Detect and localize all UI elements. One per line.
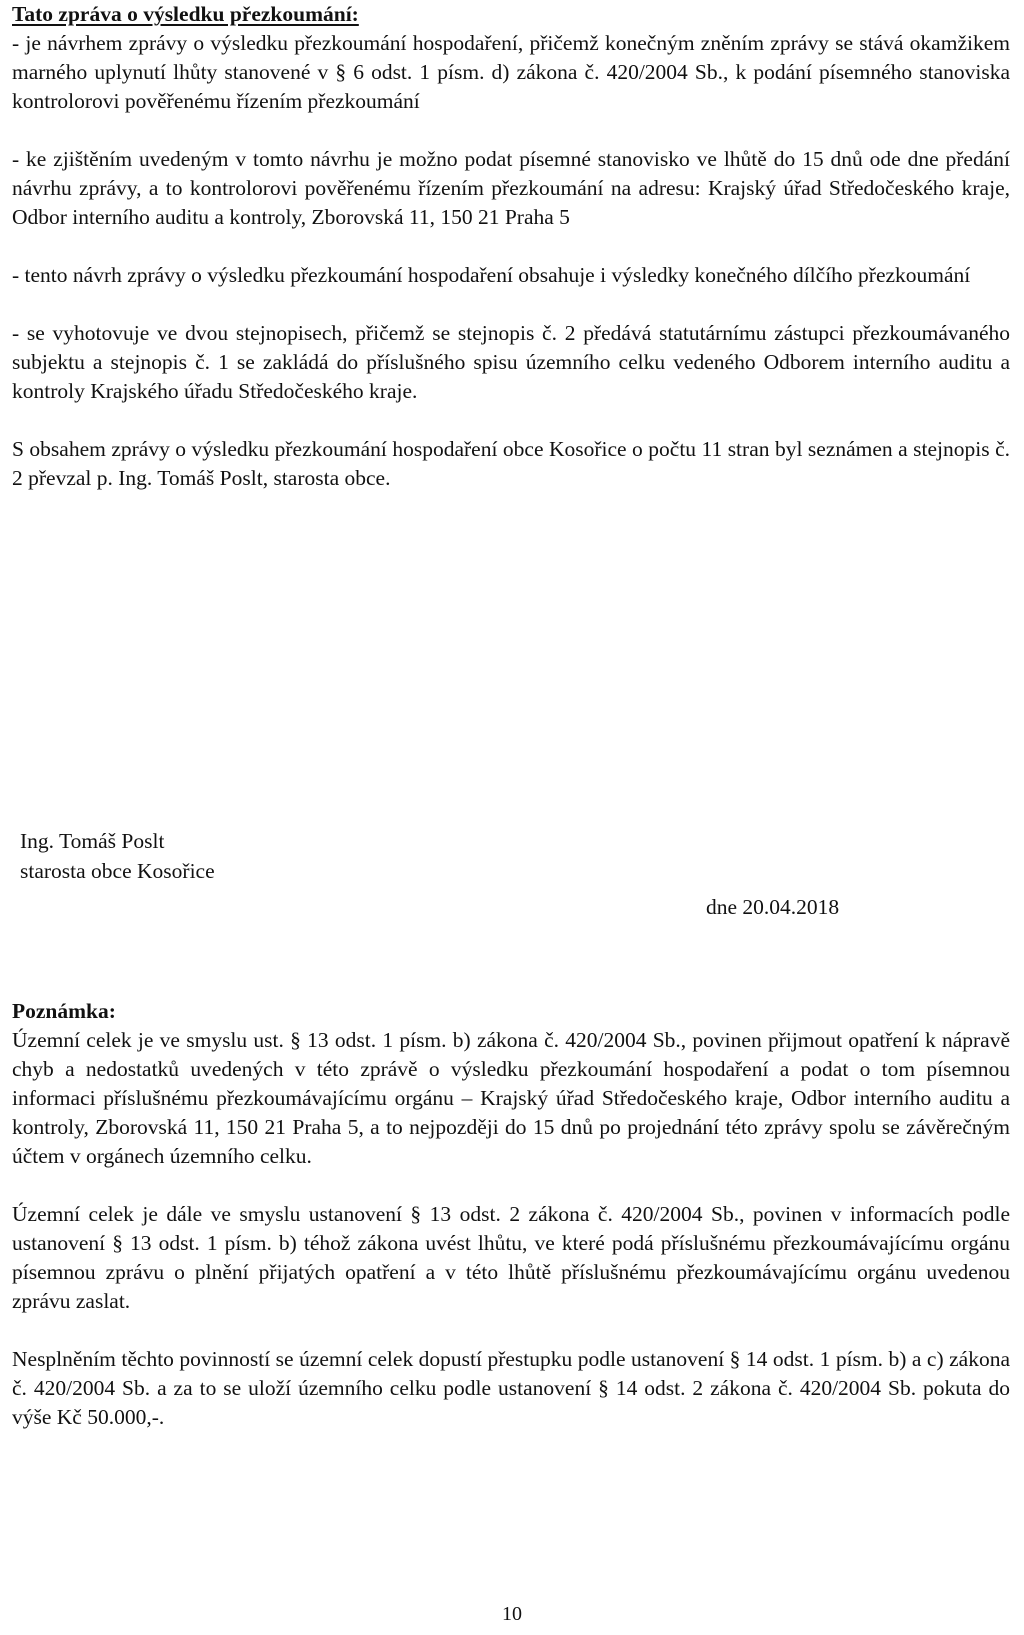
report-bullet-copies: - se vyhotovuje ve dvou stejnopisech, přičemž se stejnopis č. 2 předává statutárnímu zástupci přezkoumávaného subjektu a stejnopis č. 1 se zakládá do příslušného spisu územního celku vedeného Odborem interního auditu a kontroly Krajského úřadu Středočeského kraje. [12, 321, 1010, 403]
note-section [12, 997, 1010, 1432]
signatory-name: Ing. Tomáš Poslt [20, 829, 165, 853]
paragraph-gap [12, 406, 1010, 435]
signature-date: dne 20.04.2018 [706, 895, 840, 919]
report-section [12, 0, 1010, 493]
acknowledgement-text: S obsahem zprávy o výsledku přezkoumání hospodaření obce Kosořice o počtu 11 stran byl seznámen a stejnopis č. 2 převzal p. Ing. Tomáš Poslt, starosta obce. [12, 437, 1010, 490]
paragraph-gap [12, 1171, 1010, 1200]
signature-block [20, 826, 215, 886]
report-bullet-objection: - ke zjištěním uvedeným v tomto návrhu je možno podat písemné stanovisko ve lhůtě do 15 dnů ode dne předání návrhu zprávy, a to kontrolorovi pověřenému řízením přezkoumání na adresu: Krajský úřad Středočeského kraje, Odbor interního auditu a kontroly, Zborovská 11, 150 21 Praha 5 [12, 147, 1010, 229]
note-paragraph-deadline: Územní celek je dále ve smyslu ustanovení § 13 odst. 2 zákona č. 420/2004 Sb., povinen v informacích podle ustanovení § 13 odst. 1 písm. b) téhož zákona uvést lhůtu, ve které podá příslušnému přezkoumávajícímu orgánu písemnou zprávu o plnění přijatých opatření a v této lhůtě příslušnému přezkoumávajícímu orgánu uvedenou zprávu zaslat. [12, 1202, 1010, 1313]
report-bullet-partial-results: - tento návrh zprávy o výsledku přezkoumání hospodaření obsahuje i výsledky konečného dílčího přezkoumání [12, 263, 971, 287]
note-paragraph-penalty: Nesplněním těchto povinností se územní celek dopustí přestupku podle ustanovení § 14 odst. 1 písm. b) a c) zákona č. 420/2004 Sb. a za to se uloží územního celku podle ustanovení § 14 odst. 2 zákona č. 420/2004 Sb. pokuta do výše Kč 50.000,-. [12, 1347, 1010, 1429]
note-title: Poznámka: [12, 999, 116, 1023]
page-number: 10 [502, 1603, 522, 1625]
paragraph-gap [12, 116, 1010, 145]
report-heading: Tato zpráva o výsledku přezkoumání: [12, 2, 359, 26]
signatory-role: starosta obce Kosořice [20, 859, 215, 883]
paragraph-gap [12, 1316, 1010, 1345]
paragraph-gap [12, 232, 1010, 261]
note-paragraph-remedy: Územní celek je ve smyslu ust. § 13 odst. 1 písm. b) zákona č. 420/2004 Sb., povinen přijmout opatření k nápravě chyb a nedostatků uvedených v této zprávě o výsledku přezkoumání hospodaření a podat o tom písemnou informaci příslušnému přezkoumávajícímu orgánu – Krajský úřad Středočeského kraje, Odbor interního auditu a kontroly, Zborovská 11, 150 21 Praha 5, a to nejpozději do 15 dnů po projednání této zprávy spolu se závěrečným účtem v orgánech územního celku. [12, 1028, 1010, 1168]
paragraph-gap [12, 290, 1010, 319]
report-bullet-draft: - je návrhem zprávy o výsledku přezkoumání hospodaření, přičemž konečným zněním zprávy se stává okamžikem marného uplynutí lhůty stanovené v § 6 odst. 1 písm. d) zákona č. 420/2004 Sb., k podání písemného stanoviska kontrolorovi pověřenému řízením přezkoumání [12, 31, 1010, 113]
